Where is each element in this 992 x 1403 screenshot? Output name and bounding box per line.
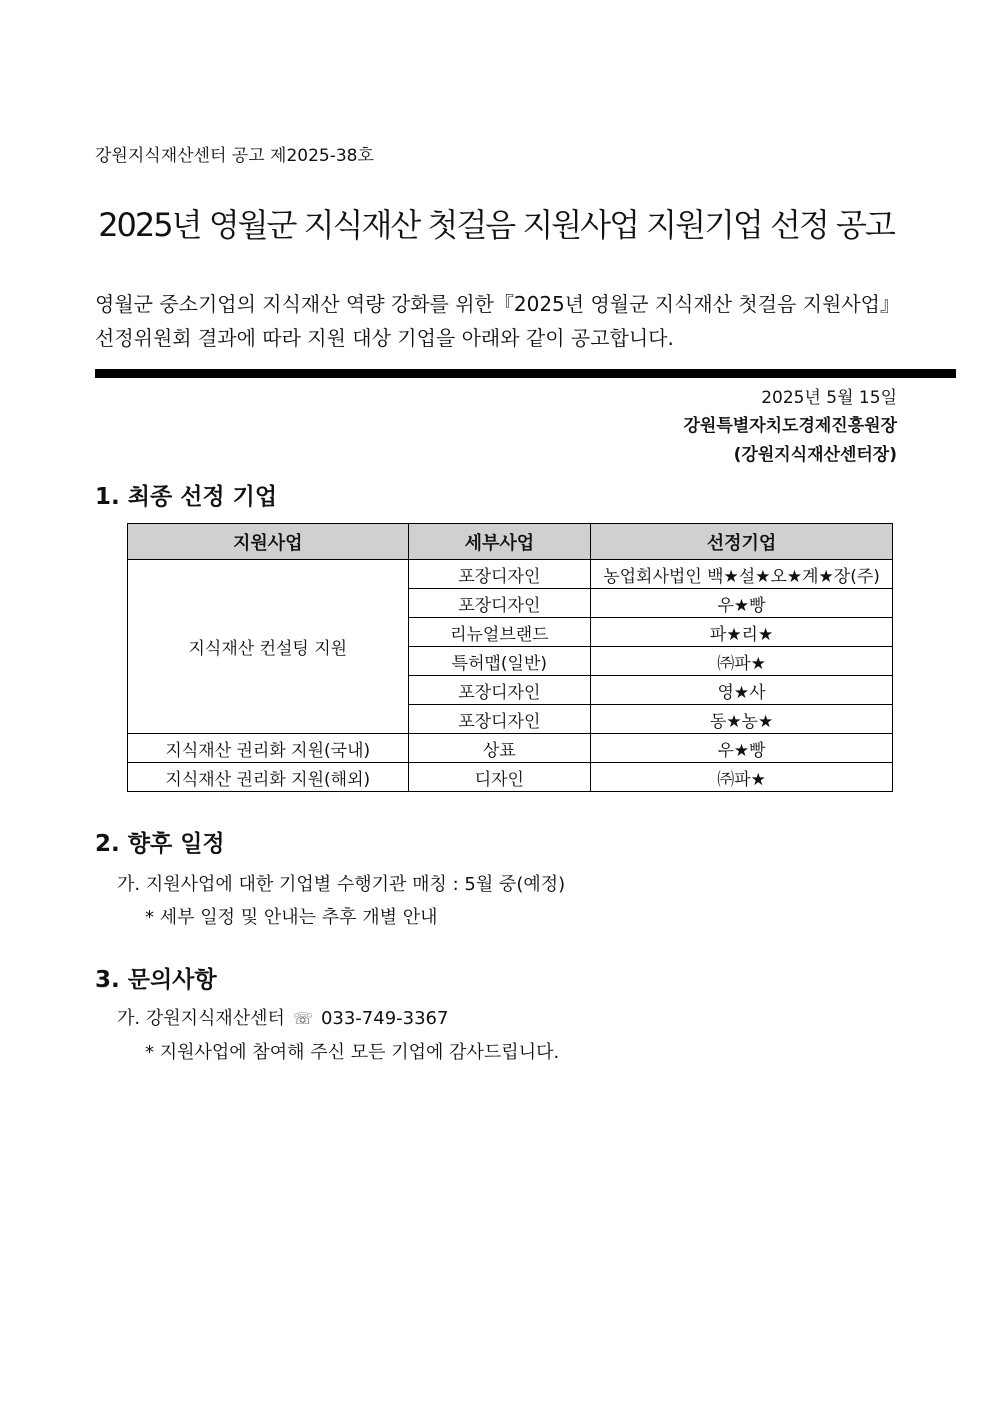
detail-cell: 포장디자인: [408, 676, 591, 705]
issuer-name: 강원특별자치도경제진흥원장: [683, 416, 897, 436]
table-row: [128, 560, 893, 589]
inquiry-label: 가. 강원지식재산센터: [117, 1008, 285, 1029]
inquiry-note: * 지원사업에 참여해 주신 모든 기업에 감사드립니다.: [145, 1042, 560, 1063]
section-title-schedule: 2. 향후 일정: [95, 831, 225, 857]
intro-line-1: 영월군 중소기업의 지식재산 역량 강화를 위한『2025년 영월군 지식재산 첫걸음 지원사업』: [95, 292, 900, 316]
schedule-note: * 세부 일정 및 안내는 추후 개별 안내: [145, 907, 438, 928]
inquiry-item: [117, 1004, 448, 1030]
section-title-inquiry: 3. 문의사항: [95, 967, 217, 993]
detail-cell: 포장디자인: [408, 705, 591, 734]
program-cell: 지식재산 권리화 지원(해외): [128, 763, 409, 792]
detail-cell: 리뉴얼브랜드: [408, 618, 591, 647]
issue-date: 2025년 5월 15일: [761, 388, 897, 408]
section-title-selected: 1. 최종 선정 기업: [95, 484, 278, 510]
selection-table: [127, 523, 893, 792]
header-program: 지원사업: [128, 524, 409, 560]
intro-line-2: 선정위원회 결과에 따라 지원 대상 기업을 아래와 같이 공고합니다.: [95, 326, 674, 350]
table-header-row: [128, 524, 893, 560]
table-row: [128, 734, 893, 763]
phone-icon: ☏: [292, 1009, 313, 1028]
table-row: [128, 763, 893, 792]
header-detail: 세부사업: [408, 524, 591, 560]
detail-cell: 포장디자인: [408, 560, 591, 589]
detail-cell: 특허맵(일반): [408, 647, 591, 676]
issuer-subtitle: (강원지식재산센터장): [733, 445, 897, 465]
intro-paragraph: [95, 287, 905, 355]
company-cell: 농업회사법인 백★설★오★계★장(주): [591, 560, 893, 589]
company-cell: ㈜파★: [591, 763, 893, 792]
company-cell: 우★빵: [591, 589, 893, 618]
header-company: 선정기업: [591, 524, 893, 560]
detail-cell: 상표: [408, 734, 591, 763]
schedule-item: 가. 지원사업에 대한 기업별 수행기관 매칭 : 5월 중(예정): [117, 874, 566, 895]
document-title: 2025년 영월군 지식재산 첫걸음 지원사업 지원기업 선정 공고: [98, 206, 894, 244]
company-cell: 우★빵: [591, 734, 893, 763]
notice-number: 강원지식재산센터 공고 제2025-38호: [95, 146, 374, 166]
program-cell: 지식재산 컨설팅 지원: [128, 560, 409, 734]
company-cell: 파★리★: [591, 618, 893, 647]
company-cell: 영★사: [591, 676, 893, 705]
company-cell: ㈜파★: [591, 647, 893, 676]
phone-number: 033-749-3367: [320, 1008, 449, 1029]
company-cell: 동★농★: [591, 705, 893, 734]
divider-rule: [95, 369, 956, 378]
detail-cell: 포장디자인: [408, 589, 591, 618]
detail-cell: 디자인: [408, 763, 591, 792]
program-cell: 지식재산 권리화 지원(국내): [128, 734, 409, 763]
